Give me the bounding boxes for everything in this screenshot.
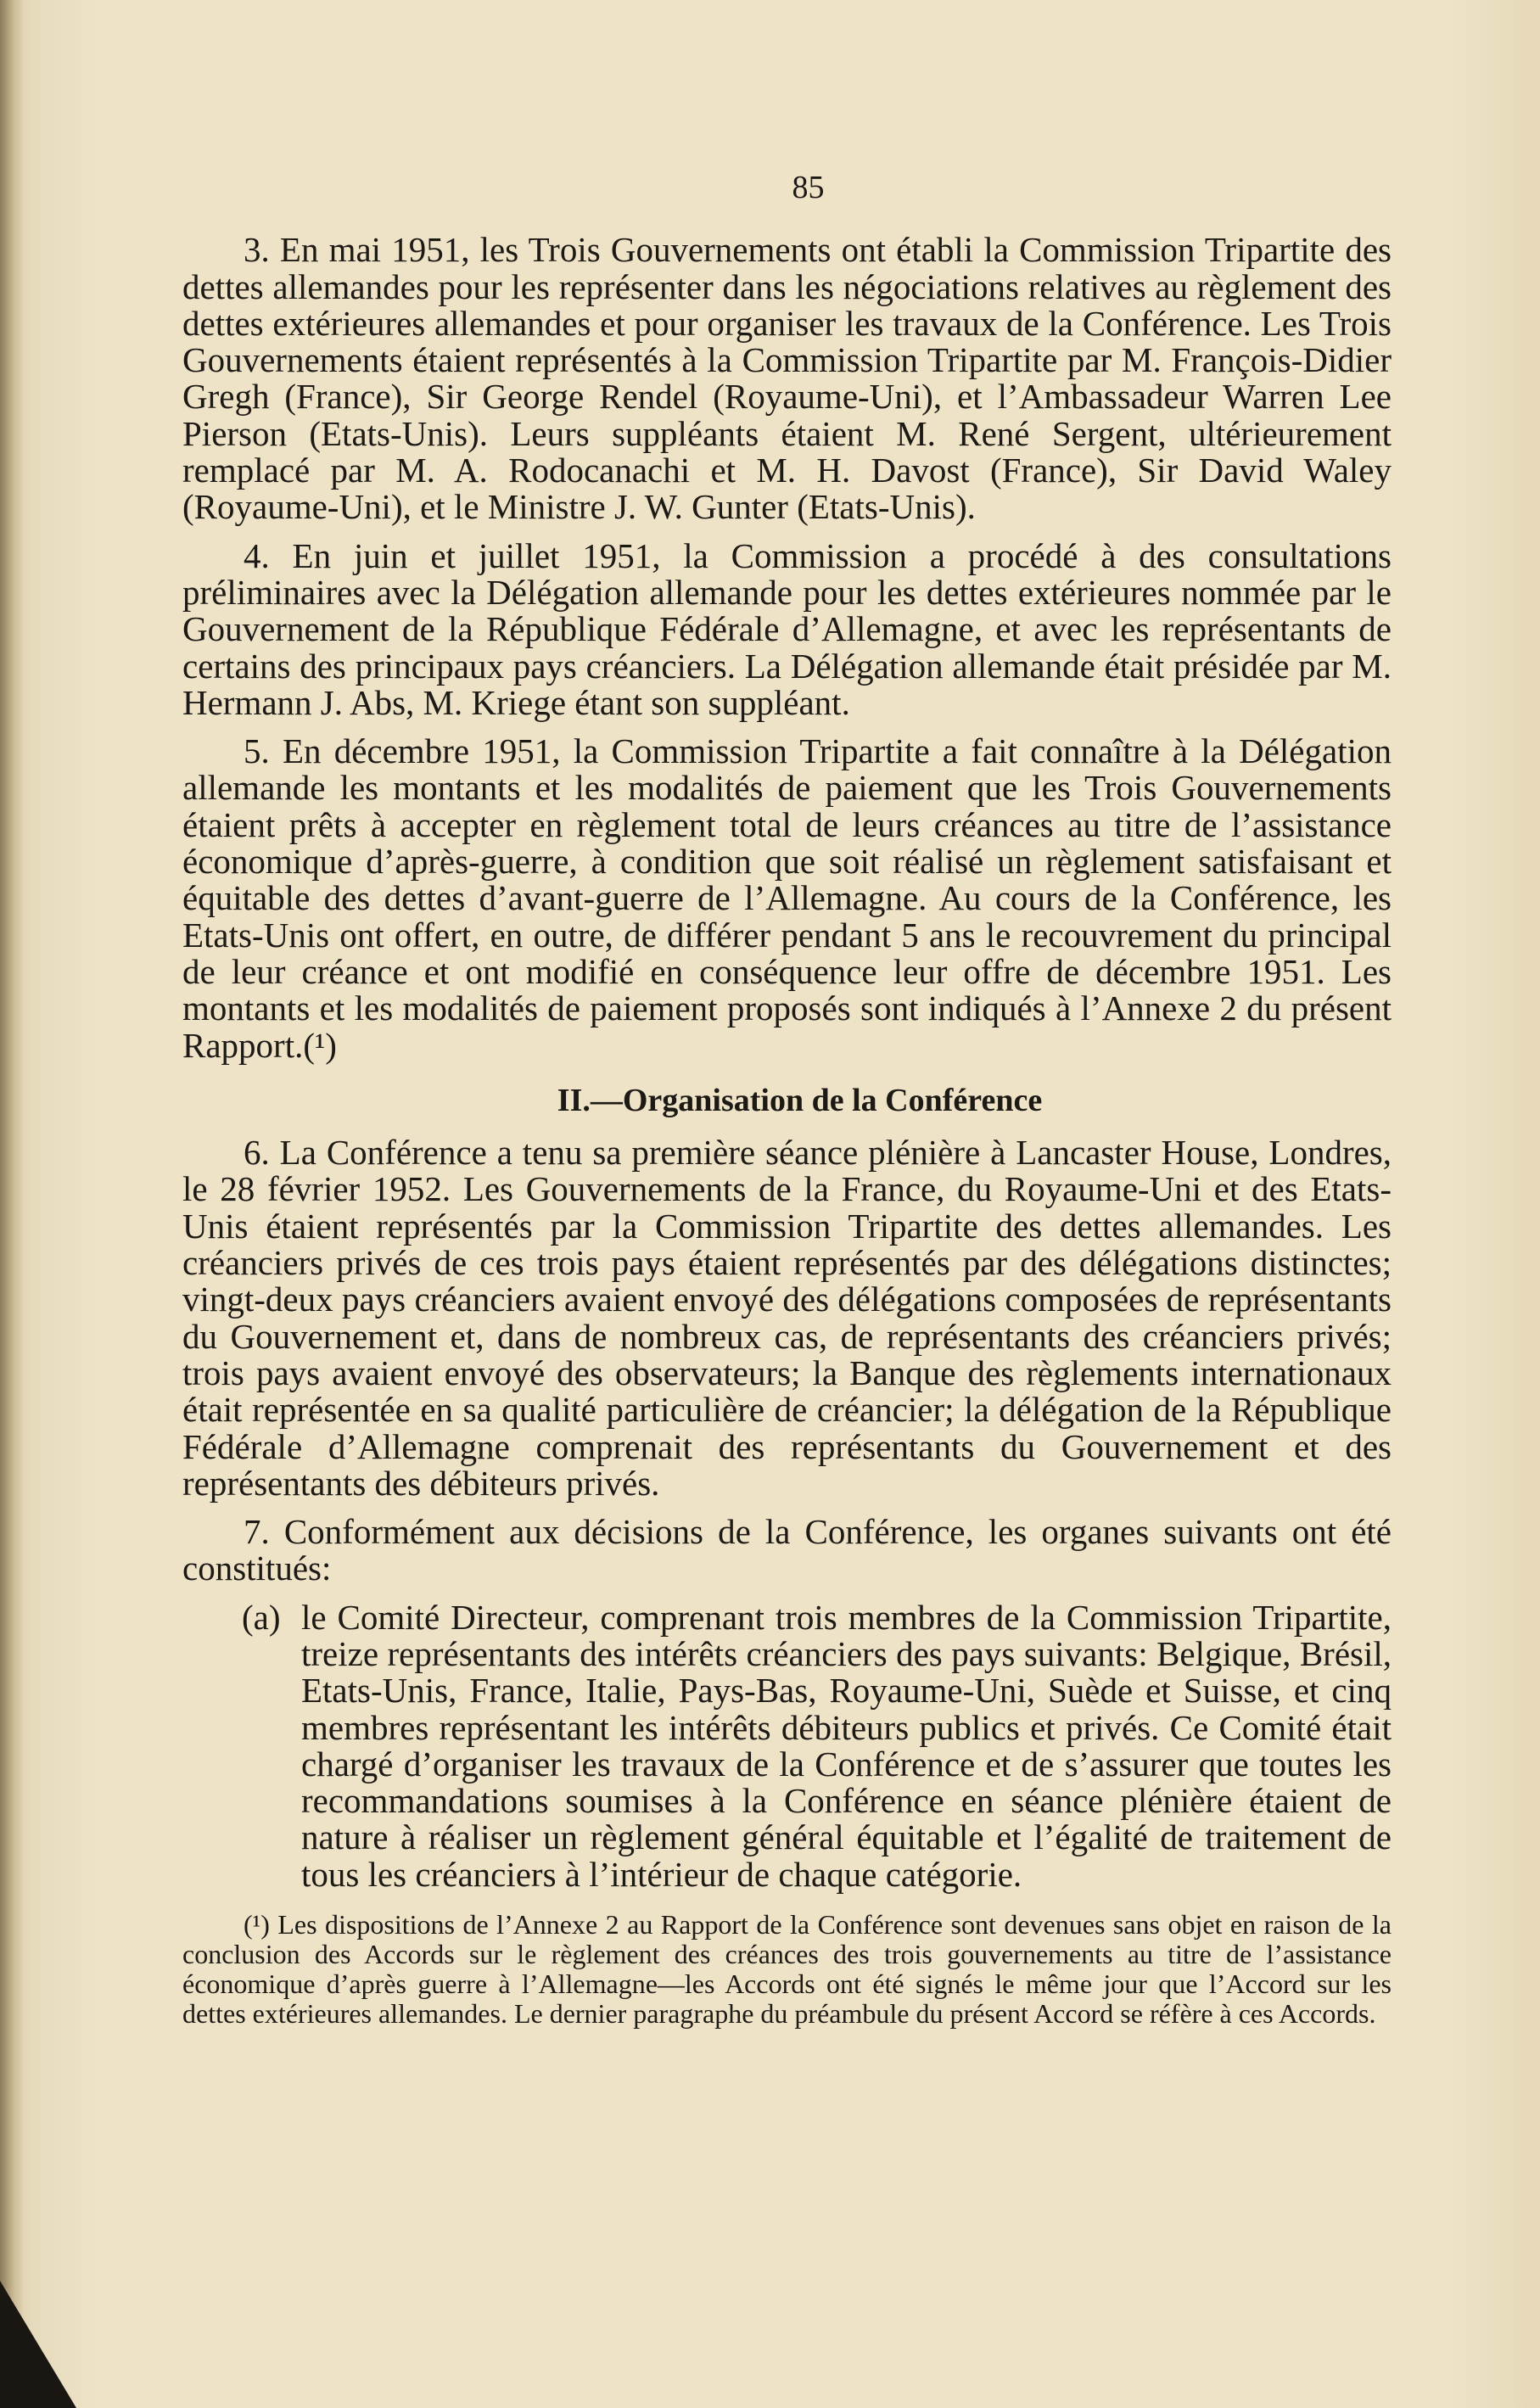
paragraph-7: 7. Conformément aux décisions de la Conférence, les organes suivants ont été constitués: bbox=[182, 1512, 1392, 1588]
page-number: 85 bbox=[792, 170, 825, 205]
paragraph-4: 4. En juin et juillet 1951, la Commission a procédé à des consultations préliminaires avec la Délégation allemande pour les dettes extérieures nommée par le Gouvernement de la République Fédérale d’Allemagne, et avec les représentants de certains des principaux pays créanciers. La Délégation allemande était présidée par M. Hermann J. Abs, M. Kriege étant son suppléant. bbox=[182, 535, 1392, 722]
paragraph-5: 5. En décembre 1951, la Commission Tripartite a fait connaître à la Délégation allemande les montants et les modalités de paiement que les Trois Gouvernements étaient prêts à accepter en règlement total de leurs créances au titre de l’assistance économique d’après-guerre, à condition que soit réalisé un règlement satisfaisant et équitable des dettes d’avant-guerre de l’Allemagne. Au cours de la Conférence, les Etats-Unis ont offert, en outre, de différer pendant 5 ans le recouvrement du principal de leur créance et ont modifié en conséquence leur offre de décembre 1951. Les montants et les modalités de paiement proposés sont indiqués à l’Annexe 2 du présent Rapport.(¹) bbox=[182, 731, 1392, 1065]
document-body bbox=[182, 170, 1392, 2056]
section-heading: II.—Organisation de la Conférence bbox=[557, 1082, 1043, 1118]
page-corner bbox=[0, 2281, 76, 2408]
footnote: (¹) Les dispositions de l’Annexe 2 au Rapport de la Conférence sont devenues sans objet en raison de la conclusion des Accords sur le règlement des créances des trois gouvernements au titre de l’assistance économique d’après guerre à l’Allemagne—les Accords ont été signés le même jour que l’Accord sur les dettes extérieures allemandes. Le dernier paragraphe du préambule du présent Accord se réfère à ces Accords. bbox=[182, 1909, 1392, 2030]
list-item-text: le Comité Directeur, comprenant trois membres de la Commission Tripartite, treize représentants des intérêts créanciers des pays suivants: Belgique, Brésil, Etats-Unis, France, Italie, Pays-Bas, Royaume-Uni, Suède et Suisse, et cinq membres représentant les intérêts débiteurs publics et privés. Ce Comité était chargé d’organiser les travaux de la Conférence et de s’assurer que toutes les recommandations soumises à la Conférence en séance plénière étaient de nature à réaliser un règlement général équitable et l’égalité de traitement de tous les créanciers à l’intérieur de chaque catégorie. bbox=[301, 1597, 1392, 1894]
list-marker: (a) bbox=[242, 1597, 281, 1637]
paragraph-3: 3. En mai 1951, les Trois Gouvernements ont établi la Commission Tripartite des dettes allemandes pour les représenter dans les négociations relatives au règlement des dettes extérieures allemandes et pour organiser les travaux de la Conférence. Les Trois Gouvernements étaient représentés à la Commission Tripartite par M. François-Didier Gregh (France), Sir George Rendel (Royaume-Uni), et l’Ambassadeur Warren Lee Pierson (Etats-Unis). Leurs suppléants étaient M. René Sergent, ultérieurement remplacé par M. A. Rodocanachi et M. H. Davost (France), Sir David Waley (Royaume-Uni), et le Ministre J. W. Gunter (Etats-Unis). bbox=[182, 230, 1392, 527]
list-item-a bbox=[182, 1599, 1392, 1893]
paragraph-6: 6. La Conférence a tenu sa première séance plénière à Lancaster House, Londres, le 28 février 1952. Les Gouvernements de la France, du Royaume-Uni et des Etats-Unis étaient représentés par la Commission Tripartite des dettes allemandes. Les créanciers privés de ces trois pays étaient représentés par des délégations distinctes; vingt-deux pays créanciers avaient envoyé des délégations composées de représentants du Gouvernement et, dans de nombreux cas, de représentants des créanciers privés; trois pays avaient envoyé des observateurs; la Banque des règlements internationaux était représentée en sa qualité particulière de créancier; la délégation de la République Fédérale d’Allemagne comprenait des représentants du Gouvernement et des représentants des débiteurs privés. bbox=[182, 1133, 1392, 1503]
binding-shadow bbox=[0, 0, 24, 2408]
